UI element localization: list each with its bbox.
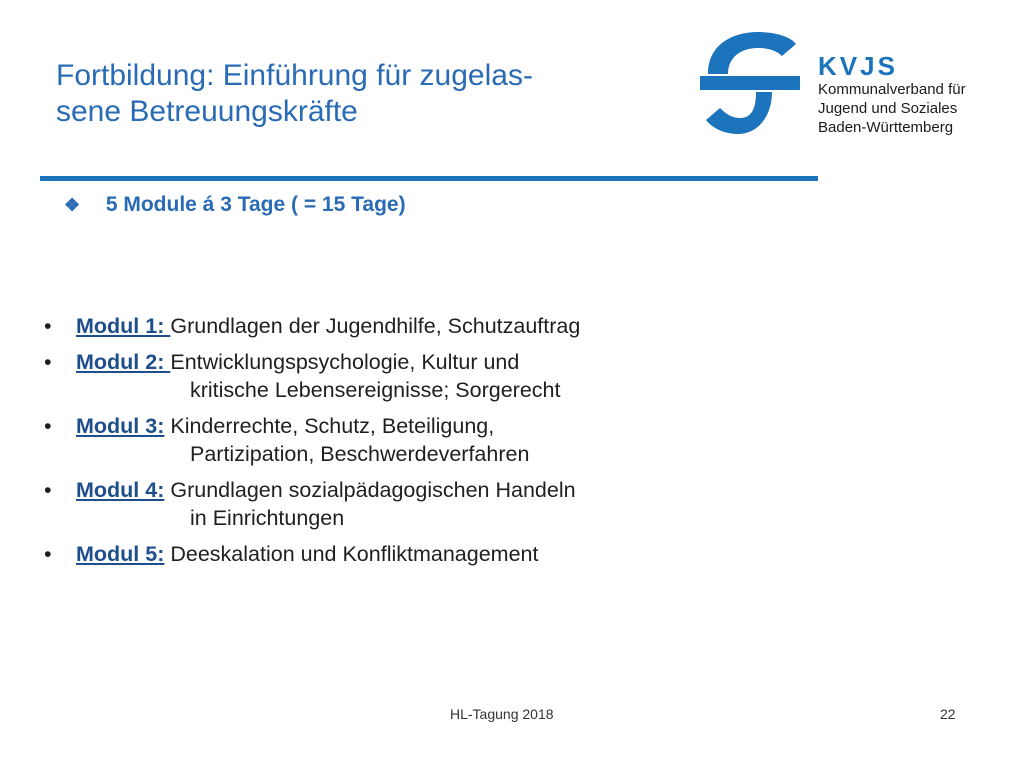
list-item xyxy=(44,412,724,468)
diamond-bullet-icon: ❖ xyxy=(64,195,81,215)
module-label: Modul 2: xyxy=(76,350,171,374)
module-text: Entwicklungspsychologie, Kultur und xyxy=(170,350,520,374)
slide-title-line2: sene Betreuungskräfte xyxy=(56,95,358,128)
bullet-icon: • xyxy=(44,414,52,438)
bullet-icon: • xyxy=(44,314,52,338)
module-label: Modul 3: xyxy=(76,414,165,438)
list-item xyxy=(44,348,724,404)
kvjs-logo xyxy=(700,28,990,148)
logo-text xyxy=(818,52,966,137)
kvjs-logo-icon xyxy=(700,28,800,138)
bullet-icon: • xyxy=(44,478,52,502)
logo-abbreviation: KVJS xyxy=(818,51,898,81)
title-divider xyxy=(40,176,818,181)
module-text-continued: Partizipation, Beschwerdeverfahren xyxy=(190,442,530,466)
list-item xyxy=(44,312,724,340)
module-list xyxy=(44,312,724,576)
page-number: 22 xyxy=(940,706,956,722)
module-text: Grundlagen sozialpädagogischen Handeln xyxy=(164,478,576,502)
slide-title-line1: Fortbildung: Einführung für zugelas- xyxy=(56,59,533,92)
module-label: Modul 1: xyxy=(76,314,171,338)
module-text-continued: kritische Lebensereignisse; Sorgerecht xyxy=(190,378,561,402)
module-text-continued: in Einrichtungen xyxy=(190,506,345,530)
footer-event: HL-Tagung 2018 xyxy=(450,706,554,722)
logo-line1: Kommunalverband für xyxy=(818,81,966,98)
list-item xyxy=(44,540,724,568)
slide-title xyxy=(56,58,656,130)
module-label: Modul 5: xyxy=(76,542,165,566)
logo-line3: Baden-Württemberg xyxy=(818,119,954,136)
logo-line2: Jugend und Soziales xyxy=(818,100,958,117)
module-text: Grundlagen der Jugendhilfe, Schutzauftrag xyxy=(170,314,581,338)
module-text: Deeskalation und Konfliktmanagement xyxy=(164,542,539,566)
bullet-icon: • xyxy=(44,350,52,374)
bullet-icon: • xyxy=(44,542,52,566)
module-label: Modul 4: xyxy=(76,478,165,502)
subtitle-text: 5 Module á 3 Tage ( = 15 Tage) xyxy=(105,193,406,216)
list-item xyxy=(44,476,724,532)
module-text: Kinderrechte, Schutz, Beteiligung, xyxy=(164,414,495,438)
slide-subtitle xyxy=(64,192,406,218)
